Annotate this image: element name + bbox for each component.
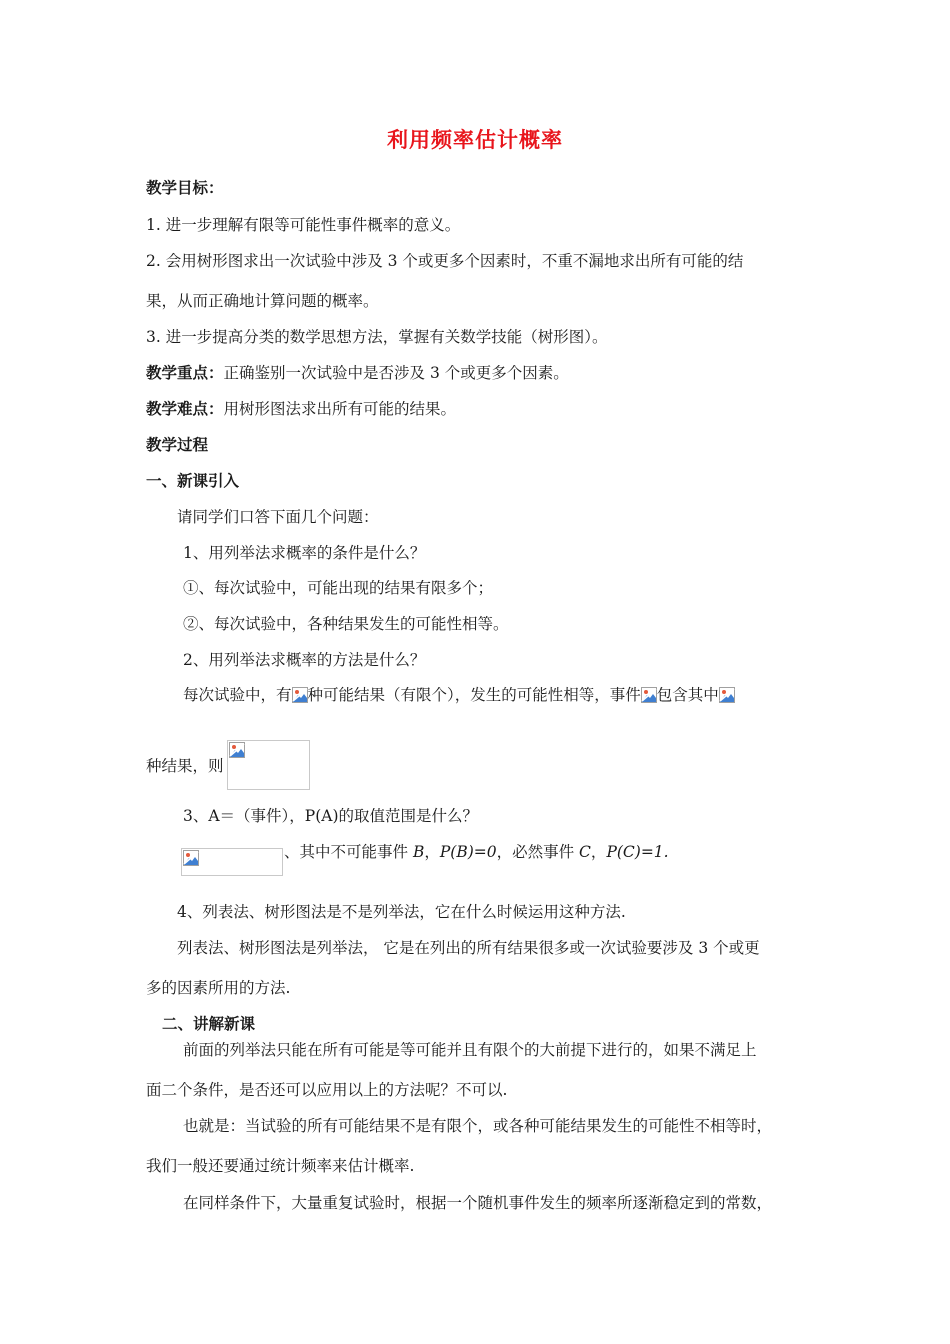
difficult-point bbox=[146, 399, 456, 419]
question-4: 4、列表法、树形图法是不是列举法，它在什么时候运用这种方法. bbox=[177, 903, 626, 921]
q2-answer-part-1: 每次试验中，有 bbox=[183, 686, 292, 704]
q2-answer-part-3: 包含其中 bbox=[656, 686, 719, 704]
difficult-point-heading: 教学难点： bbox=[146, 400, 224, 418]
formula-image-placeholder bbox=[227, 740, 310, 790]
key-point-heading: 教学重点： bbox=[146, 364, 224, 382]
key-point-text: 正确鉴别一次试验中是否涉及 3 个或更多个因素。 bbox=[223, 364, 569, 382]
q3-answer-part-3: ，必然事件 bbox=[496, 843, 580, 861]
section-2-heading: 二、讲解新课 bbox=[162, 1015, 256, 1033]
process-heading: 教学过程 bbox=[146, 436, 209, 454]
section-2-para-3-line-1: 在同样条件下，大量重复试验时，根据一个随机事件发生的频率所逐渐稳定到的常数， bbox=[183, 1194, 773, 1212]
q3-answer-comma-2: ， bbox=[590, 843, 607, 861]
question-2-answer-line-2: 种结果，则 bbox=[146, 757, 224, 775]
goals-heading: 教学目标： bbox=[146, 179, 224, 197]
section-2-para-2-line-2: 我们一般还要通过统计频率来估计概率. bbox=[146, 1157, 415, 1175]
question-1: 1、用列举法求概率的条件是什么？ bbox=[183, 544, 426, 562]
question-2-answer-line-1 bbox=[183, 685, 735, 705]
q3-answer-part-1: 、其中不可能事件 bbox=[284, 843, 413, 861]
broken-image-icon bbox=[229, 742, 245, 758]
question-2: 2、用列举法求概率的方法是什么？ bbox=[183, 651, 426, 669]
difficult-point-text: 用树形图法求出所有可能的结果。 bbox=[223, 400, 457, 418]
q2-answer-part-2: 种可能结果（有限个），发生的可能性相等，事件 bbox=[307, 686, 641, 704]
section-1-intro: 请同学们口答下面几个问题： bbox=[177, 508, 379, 526]
broken-image-icon bbox=[719, 687, 735, 703]
goal-2-line-1: 2. 会用树形图求出一次试验中涉及 3 个或更多个因素时，不重不漏地求出所有可能的结 bbox=[146, 252, 744, 270]
key-point bbox=[146, 363, 569, 383]
question-3: 3、A＝（事件），P(A)的取值范围是什么？ bbox=[183, 807, 479, 825]
q3-answer-comma-1: ， bbox=[424, 843, 440, 861]
probability-b: P(B)=0 bbox=[439, 843, 497, 861]
question-3-answer bbox=[284, 842, 669, 862]
section-1-heading: 一、新课引入 bbox=[146, 472, 240, 490]
broken-image-icon bbox=[292, 687, 308, 703]
broken-image-icon bbox=[641, 687, 657, 703]
broken-image-icon bbox=[183, 850, 199, 866]
question-1-answer-2: ②、每次试验中，各种结果发生的可能性相等。 bbox=[183, 615, 509, 633]
probability-c: P(C)=1. bbox=[606, 843, 669, 861]
event-b: B bbox=[412, 843, 425, 861]
document-title: 利用频率估计概率 bbox=[387, 128, 563, 152]
range-image-placeholder bbox=[181, 848, 283, 876]
section-2-para-1-line-1: 前面的列举法只能在所有可能是等可能并且有限个的大前提下进行的，如果不满足上 bbox=[183, 1041, 757, 1059]
section-2-para-2-line-1: 也就是：当试验的所有可能结果不是有限个，或各种可能结果发生的可能性不相等时， bbox=[183, 1117, 773, 1135]
question-1-answer-1: ①、每次试验中，可能出现的结果有限多个； bbox=[183, 579, 494, 597]
goal-2-line-2: 果，从而正确地计算问题的概率。 bbox=[146, 292, 379, 310]
event-c: C bbox=[579, 843, 591, 861]
goal-1: 1. 进一步理解有限等可能性事件概率的意义。 bbox=[146, 216, 461, 234]
goal-3: 3. 进一步提高分类的数学思想方法，掌握有关数学技能（树形图）。 bbox=[146, 328, 608, 346]
section-2-para-1-line-2: 面二个条件，是否还可以应用以上的方法呢？不可以. bbox=[146, 1081, 508, 1099]
question-4-answer-line-1: 列表法、树形图法是列举法， 它是在列出的所有结果很多或一次试验要涉及 3 个或更 bbox=[177, 939, 760, 957]
question-4-answer-line-2: 多的因素所用的方法. bbox=[146, 979, 291, 997]
